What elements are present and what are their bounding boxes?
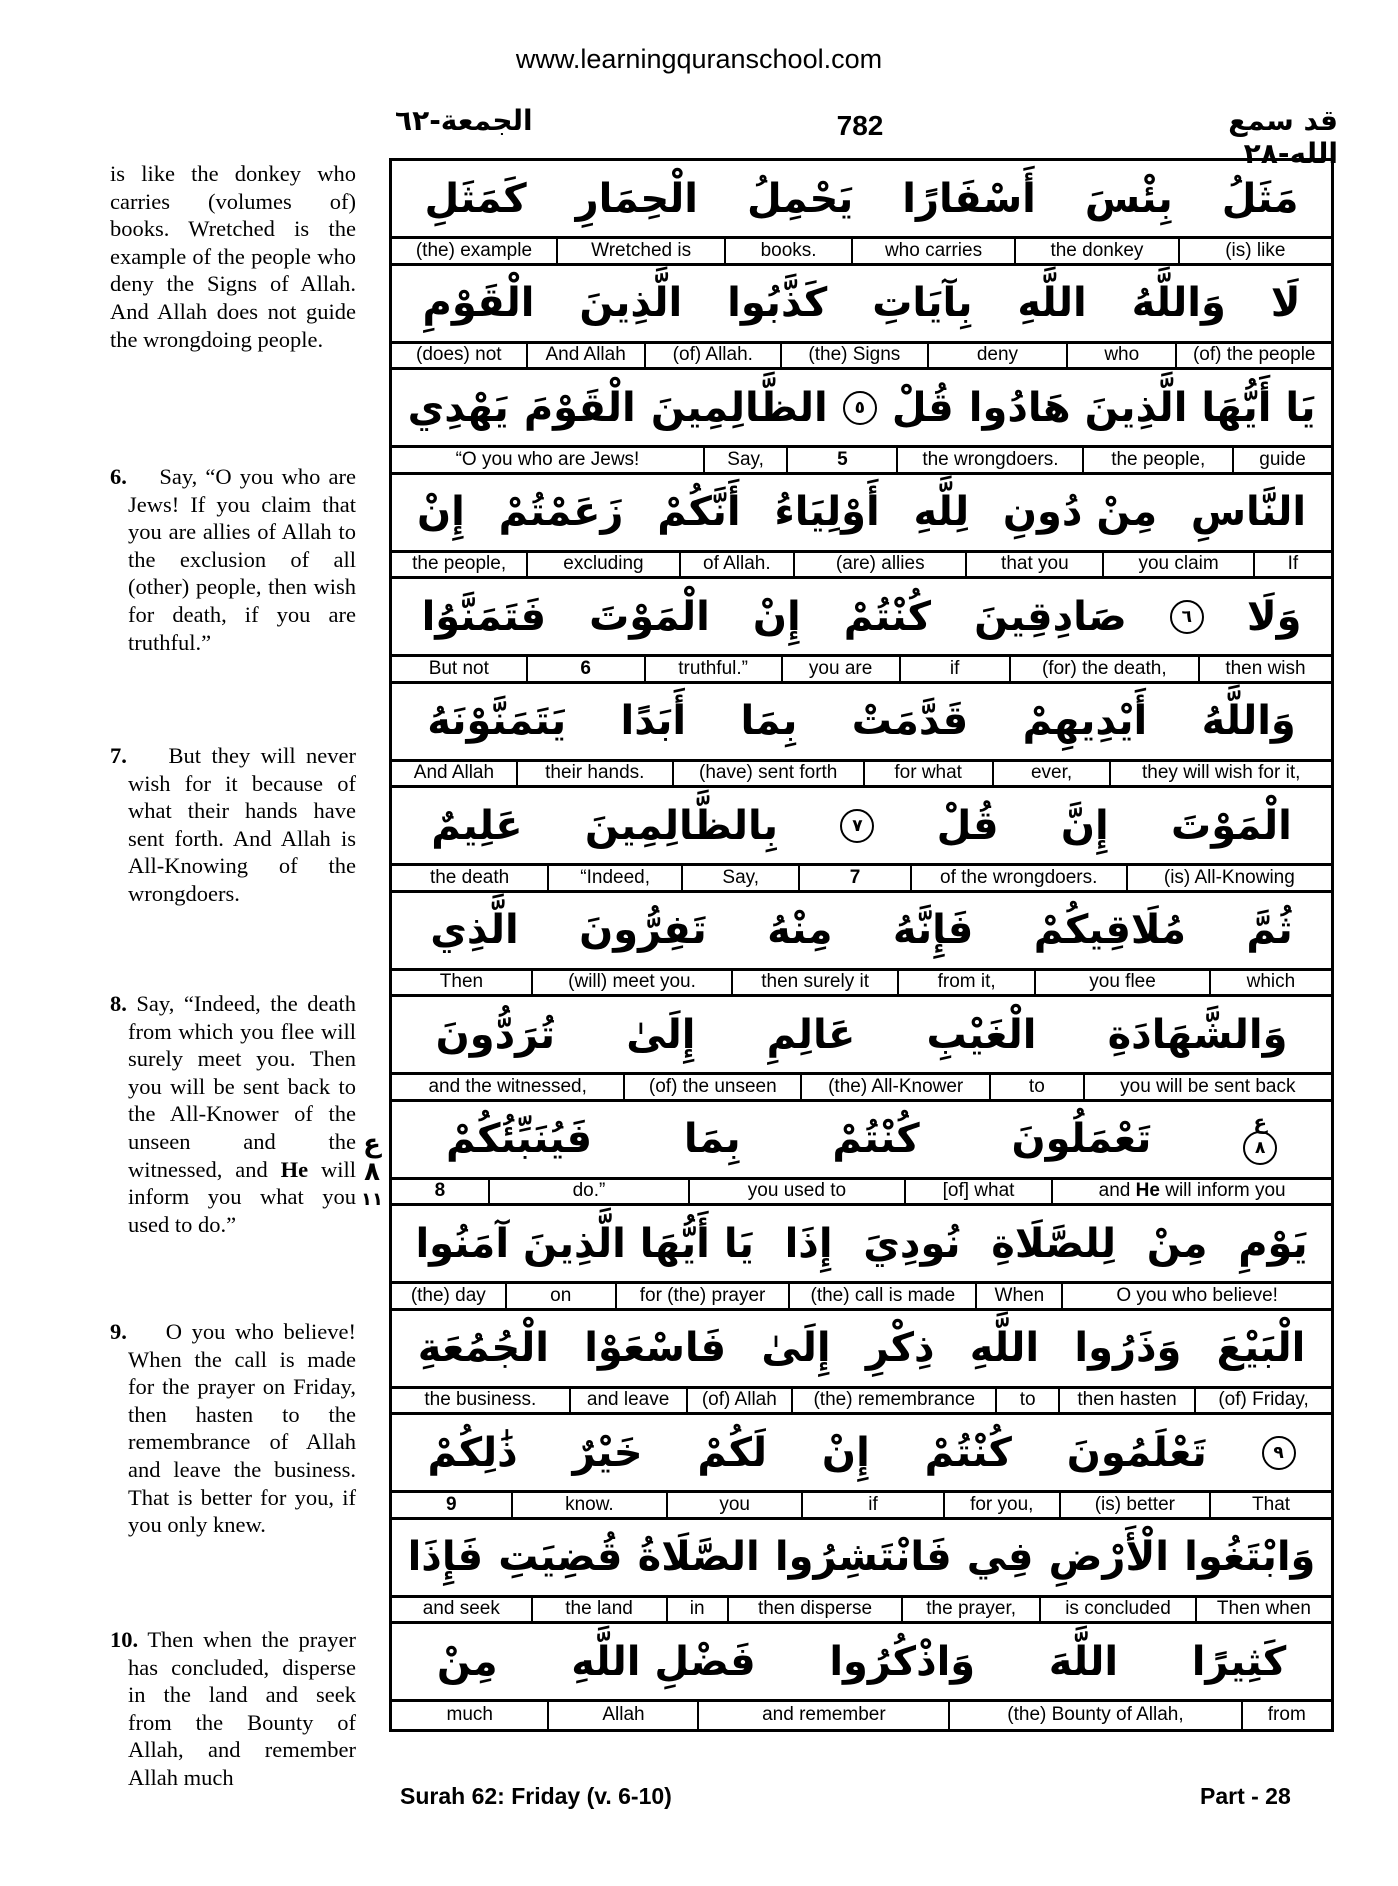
arabic-word: كُنْتُمْ — [843, 593, 932, 640]
arabic-word: الْأَرْضِ — [1048, 1534, 1169, 1580]
translation-cell: excluding — [526, 553, 678, 577]
arabic-word: إِذَا — [784, 1220, 833, 1267]
arabic-word: الْغَيْبِ — [926, 1011, 1037, 1058]
translation-row — [392, 866, 1331, 893]
verse-number-cell: 7 — [798, 866, 909, 890]
arabic-row — [392, 788, 1331, 866]
translation-cell: to — [995, 1389, 1058, 1413]
commentary-text: will inform you what you used to do.” — [128, 1156, 356, 1237]
translation-cell: O you who believe! — [1061, 1284, 1331, 1308]
arabic-word: فَاسْعَوْا — [584, 1325, 727, 1371]
verse-number: 9. — [110, 1319, 127, 1344]
arabic-word: تُرَدُّونَ — [435, 1011, 556, 1058]
translation-cell: and the witnessed, — [428, 1075, 587, 1097]
translation-cell: you are — [781, 657, 899, 681]
arabic-word: الَّذِينَ — [579, 280, 683, 326]
verse-number-cell: 6 — [526, 657, 644, 681]
commentary-text: O you who believe! When the call is made for the prayer on Friday, then hasten to the remembrance of Allah and leave the business. That is better for you, if you only knew. — [128, 1319, 356, 1538]
ruku-marker — [355, 1130, 389, 1220]
arabic-word: لَا — [1270, 280, 1301, 326]
arabic-word: فَإِذَا — [407, 1534, 484, 1580]
arabic-word: لِلَّهِ — [913, 489, 970, 535]
translation-cell: (have) sent forth — [672, 762, 863, 786]
translation-row — [392, 344, 1331, 371]
commentary-verse-10 — [110, 1626, 356, 1792]
translation-cell: (of) Allah. — [644, 344, 780, 368]
arabic-word: الْحِمَارِ — [575, 175, 698, 222]
commentary-bold-word: He — [280, 1156, 309, 1182]
arabic-word: الْقَوْمَ — [523, 384, 636, 431]
translation-cell: then disperse — [727, 1598, 901, 1622]
arabic-word: لِلصَّلَاةِ — [991, 1220, 1117, 1267]
ruku-ain: ع — [363, 1129, 381, 1159]
translation-cell: much — [446, 1704, 493, 1726]
translation-cell: if — [899, 657, 1009, 681]
verse-end-marker — [843, 391, 877, 425]
verse-number-cell: 5 — [786, 448, 896, 472]
translation-cell: (of) the people — [1175, 344, 1331, 368]
translation-cell: the death — [429, 866, 510, 888]
arabic-word: إِلَىٰ — [761, 1325, 831, 1371]
arabic-row — [392, 997, 1331, 1075]
arabic-word: بِآيَاتِ — [872, 280, 973, 326]
arabic-word: الْبَيْعَ — [1216, 1325, 1306, 1371]
translation-cell: the land — [531, 1598, 666, 1622]
commentary-continuation — [110, 160, 356, 353]
translation-cell: you flee — [1034, 971, 1209, 995]
translation-cell: (the) call is made — [788, 1284, 975, 1308]
arabic-row — [392, 370, 1331, 448]
translation-cell: (does) not — [416, 344, 502, 366]
surah-name-arabic: الجمعة-٦٢ — [395, 104, 533, 137]
verse-number: 10. — [110, 1627, 139, 1652]
verse-end-marker — [1170, 600, 1204, 634]
arabic-word: فِي — [966, 1534, 1034, 1580]
verse-number: 8. — [110, 991, 127, 1016]
verse-end-marker — [840, 809, 874, 843]
translation-cell: the donkey — [1014, 239, 1177, 263]
arabic-word: مِنْ دُونِ — [1002, 489, 1158, 535]
ruku-ain: ع — [1253, 1110, 1267, 1134]
translation-row — [392, 1075, 1331, 1102]
arabic-word: بِمَا — [683, 1116, 741, 1162]
arabic-word: وَذَرُوا — [1074, 1325, 1182, 1371]
arabic-word: الْقَوْمِ — [422, 280, 535, 326]
arabic-word: لَكُمْ — [697, 1429, 768, 1476]
arabic-word: وَابْتَغُوا — [1184, 1534, 1316, 1580]
arabic-word: قُضِيَتِ — [498, 1534, 623, 1580]
arabic-word: وَاللَّهُ — [1131, 280, 1226, 326]
translation-row — [392, 657, 1331, 684]
translation-cell: of Allah. — [679, 553, 793, 577]
translation-row — [392, 448, 1331, 475]
translation-cell: But not — [428, 657, 489, 679]
arabic-word: مُلَاقِيكُمْ — [1033, 907, 1187, 953]
arabic-word: أَوْلِيَاءُ — [774, 489, 880, 535]
translation-cell: (are) allies — [793, 553, 965, 577]
translation-cell: to — [989, 1075, 1083, 1099]
translation-cell: you — [666, 1493, 801, 1517]
arabic-word: يَحْمِلُ — [746, 175, 854, 222]
translation-row — [392, 553, 1331, 580]
translation-row — [392, 1389, 1331, 1416]
arabic-word: زَعَمْتُمْ — [498, 489, 624, 535]
translation-cell: and remember — [697, 1702, 948, 1729]
translation-cell: then surely it — [731, 971, 897, 995]
arabic-row — [392, 684, 1331, 762]
arabic-word: ذِكْرِ — [865, 1325, 935, 1371]
arabic-word: مَثَلُ — [1221, 175, 1299, 222]
translation-cell: for what — [863, 762, 992, 786]
translation-cell: That — [1209, 1493, 1331, 1517]
arabic-row — [392, 1102, 1331, 1180]
arabic-word: يَهْدِي — [407, 384, 509, 431]
translation-cell: then wish — [1198, 657, 1331, 681]
translation-cell: (the) All-Knower — [800, 1075, 989, 1099]
translation-cell: (is) like — [1178, 239, 1331, 263]
translation-cell: (the) remembrance — [791, 1389, 995, 1413]
translation-row — [392, 1180, 1331, 1207]
footer-surah-info: Surah 62: Friday (v. 6-10) — [400, 1783, 672, 1809]
arabic-word: إِلَىٰ — [626, 1011, 696, 1058]
translation-cell: which — [1209, 971, 1331, 995]
translation-cell: they will wish for it, — [1109, 762, 1331, 786]
translation-cell: (of) Friday, — [1194, 1389, 1331, 1413]
translation-bold-word: He — [1135, 1180, 1160, 1202]
verse-number-circle: ٨ — [1243, 1131, 1277, 1165]
arabic-word: أَسْفَارًا — [902, 175, 1036, 222]
arabic-word: بِئْسَ — [1084, 175, 1173, 222]
arabic-row — [392, 1206, 1331, 1284]
translation-cell: Then — [439, 971, 484, 993]
translation-cell: (of) Allah — [686, 1389, 792, 1413]
arabic-word: وَاذْكُرُوا — [829, 1638, 976, 1685]
translation-cell: the business. — [424, 1389, 537, 1411]
translation-row — [392, 1493, 1331, 1520]
translation-cell: who carries — [851, 239, 1014, 263]
arabic-word: تَفِرُّونَ — [579, 907, 707, 953]
translation-cell: you will be sent back — [1083, 1075, 1331, 1099]
translation-cell: truthful.” — [644, 657, 781, 681]
translation-text: and — [1098, 1180, 1136, 1202]
commentary-text: Then when the prayer has concluded, disperse in the land and seek from the Bounty of Allah, and remember Allah much — [128, 1627, 356, 1790]
arabic-word: صَادِقِينَ — [974, 593, 1127, 640]
verse-number-circle: ٦ — [1170, 600, 1204, 634]
arabic-word: النَّاسِ — [1190, 489, 1307, 535]
verse-end-marker — [1262, 1436, 1296, 1470]
ruku-number: ٨ — [364, 1157, 380, 1187]
commentary-verse-6 — [110, 463, 356, 656]
commentary-text: Say, “O you who are Jews! If you claim that you are allies of Allah to the exclusion of all (other) people, then wish for death, if you are truthful.” — [128, 464, 356, 655]
translation-cell: in — [666, 1598, 727, 1622]
arabic-word: أَيْدِيهِمْ — [1022, 698, 1148, 744]
verse-number-cell: 8 — [434, 1180, 446, 1202]
arabic-word: يَا أَيُّهَا الَّذِينَ هَادُوا — [968, 384, 1316, 431]
arabic-word: اللَّهِ — [1017, 280, 1087, 326]
arabic-word: بِمَا — [740, 698, 798, 744]
arabic-word: الصَّلَاةُ — [637, 1534, 760, 1580]
arabic-word: وَلَا — [1246, 593, 1302, 640]
arabic-word: عَالِمِ — [766, 1011, 856, 1058]
verse-number-cell: 9 — [446, 1493, 457, 1515]
translation-row — [392, 1598, 1331, 1625]
translation-cell: (is) All-Knowing — [1126, 866, 1331, 890]
translation-cell: do.” — [488, 1180, 688, 1204]
arabic-word: ثُمَّ — [1246, 907, 1293, 953]
translation-cell: their hands. — [516, 762, 672, 786]
translation-row — [392, 1702, 1331, 1729]
arabic-word: كُنْتُمْ — [832, 1116, 920, 1162]
arabic-row — [392, 266, 1331, 344]
translation-cell: the people, — [1082, 448, 1232, 472]
translation-cell: the people, — [412, 553, 507, 575]
arabic-word: الْجُمُعَةِ — [417, 1325, 549, 1371]
arabic-word: خَيْرٌ — [572, 1429, 643, 1476]
arabic-word: يَتَمَنَّوْنَهُ — [427, 698, 567, 744]
translation-cell: (will) meet you. — [531, 971, 731, 995]
arabic-word: يَا أَيُّهَا الَّذِينَ آمَنُوا — [415, 1220, 754, 1267]
arabic-word: تَعْمَلُونَ — [1011, 1116, 1152, 1162]
translation-cell: you claim — [1102, 553, 1253, 577]
translation-cell: Then when — [1195, 1598, 1331, 1622]
arabic-word: فَتَمَنَّوُا — [421, 593, 547, 640]
translation-cell: guide — [1232, 448, 1331, 472]
arabic-word: ذَٰلِكُمْ — [427, 1429, 518, 1476]
arabic-row — [392, 161, 1331, 239]
translation-cell: and seek — [422, 1598, 500, 1620]
commentary-text: But they will never wish for it because of what their hands have sent forth. And Allah is All-Knowing of the wrongdoers. — [128, 743, 357, 906]
verse-number-circle: ٧ — [840, 809, 874, 843]
translation-cell: deny — [927, 344, 1066, 368]
translation-cell: [of] what — [904, 1180, 1051, 1204]
juz-name-arabic: قد سمع الله-٢٨ — [1228, 104, 1338, 170]
translation-cell: the wrongdoers. — [896, 448, 1082, 472]
translation-cell: When — [975, 1284, 1061, 1308]
arabic-row — [392, 1311, 1331, 1389]
translation-cell: of the wrongdoers. — [910, 866, 1126, 890]
translation-cell: (for) the death, — [1009, 657, 1198, 681]
verse-number-circle: ٩ — [1262, 1436, 1296, 1470]
arabic-word: اللَّهِ — [969, 1325, 1040, 1371]
translation-cell: (the) Signs — [780, 344, 927, 368]
translation-cell: ever, — [992, 762, 1110, 786]
arabic-word: مِنْ — [436, 1638, 498, 1685]
translation-cell: from it, — [897, 971, 1034, 995]
translation-cell: is concluded — [1039, 1598, 1195, 1622]
translation-cell: (the) example — [415, 239, 533, 261]
translation-cell: Say, — [703, 448, 786, 472]
translation-row — [392, 1284, 1331, 1311]
arabic-word: قُلْ — [936, 802, 999, 849]
page-number: 782 — [836, 110, 884, 141]
arabic-word: فَضْلِ اللَّهِ — [571, 1638, 756, 1685]
arabic-word: الْمَوْتَ — [589, 593, 710, 640]
arabic-word: إِنْ — [821, 1429, 870, 1476]
verse-number: 7. — [110, 743, 127, 768]
arabic-word: الْمَوْتَ — [1171, 802, 1292, 849]
translation-cell: And Allah — [413, 762, 495, 784]
translation-cell: “O you who are Jews! — [455, 448, 640, 470]
arabic-word: وَالشَّهَادَةِ — [1107, 1011, 1288, 1058]
commentary-text: Say, “Indeed, the death from which you flee will surely meet you. Then you will be sent back to the All-Knower of the unseen and the witnessed, and — [128, 991, 356, 1182]
translation-cell: for (the) prayer — [615, 1284, 788, 1308]
verse-number-circle: ٥ — [843, 391, 877, 425]
translation-cell: (the) day — [410, 1284, 486, 1306]
arabic-word: تَعْلَمُونَ — [1066, 1429, 1207, 1476]
translation-cell: If — [1253, 553, 1331, 577]
verse-number: 6. — [110, 464, 127, 489]
website-url: www.learningquranschool.com — [515, 44, 883, 74]
arabic-word: الظَّالِمِينَ — [650, 384, 828, 431]
verse-end-marker — [1243, 1110, 1277, 1165]
arabic-row — [392, 1415, 1331, 1493]
footer-part-info: Part - 28 — [1200, 1783, 1291, 1809]
arabic-word: قُلْ — [891, 384, 954, 431]
word-by-word-table — [389, 158, 1334, 1732]
translation-cell: Allah — [547, 1702, 697, 1729]
translation-cell: (of) the unseen — [623, 1075, 800, 1099]
arabic-word: اللَّهَ — [1048, 1638, 1119, 1685]
translation-row — [392, 971, 1331, 998]
arabic-row — [392, 1624, 1331, 1702]
arabic-word: كَمَثَلِ — [424, 175, 527, 222]
arabic-word: فَيُنَبِّئُكُمْ — [445, 1116, 593, 1162]
translation-cell: Say, — [681, 866, 798, 890]
translation-cell: and leave — [569, 1389, 686, 1413]
translation-cell: books. — [724, 239, 851, 263]
translation-cell: Wretched is — [556, 239, 724, 263]
arabic-word: وَاللَّهُ — [1201, 698, 1296, 744]
arabic-word: كَذَّبُوا — [727, 280, 828, 326]
arabic-word: قَدَّمَتْ — [851, 698, 969, 744]
translation-cell: that you — [965, 553, 1102, 577]
translation-cell: from — [1241, 1702, 1331, 1729]
translation-cell: for you, — [943, 1493, 1059, 1517]
arabic-word: عَلِيمٌ — [431, 802, 523, 849]
translation-cell: And Allah — [526, 344, 644, 368]
arabic-word: يَوْمِ — [1238, 1220, 1308, 1267]
translation-cell: (is) better — [1059, 1493, 1210, 1517]
arabic-row — [392, 1520, 1331, 1598]
translation-cell: on — [505, 1284, 615, 1308]
arabic-word: إِنْ — [752, 593, 801, 640]
commentary-verse-9 — [110, 1318, 356, 1539]
arabic-word: مِنْ — [1146, 1220, 1208, 1267]
arabic-word: إِنَّ — [1060, 802, 1109, 849]
arabic-word: الَّذِي — [430, 907, 519, 953]
arabic-word: فَانْتَشِرُوا — [774, 1534, 952, 1580]
commentary-verse-7 — [110, 742, 356, 908]
arabic-word: كُنْتُمْ — [924, 1429, 1012, 1476]
translation-cell: (the) Bounty of Allah, — [948, 1702, 1240, 1729]
arabic-word: بِالظَّالِمِينَ — [584, 802, 779, 849]
arabic-word: أَنَّكُمْ — [657, 489, 741, 535]
arabic-word: فَإِنَّهُ — [892, 907, 974, 953]
translation-row — [392, 762, 1331, 789]
arabic-word: إِنْ — [416, 489, 465, 535]
arabic-row — [392, 893, 1331, 971]
commentary-text: is like the donkey who carries (volumes of) books. Wretched is the example of the people who deny the Signs of Allah. And Allah does not guide the wrongdoing people. — [110, 161, 356, 352]
ruku-count: ١١ — [361, 1189, 383, 1210]
translation-cell: you used to — [688, 1180, 904, 1204]
translation-cell: who — [1066, 344, 1175, 368]
translation-cell: if — [801, 1493, 943, 1517]
arabic-row — [392, 475, 1331, 553]
arabic-word: نُودِيَ — [863, 1220, 961, 1267]
translation-text: will inform you — [1159, 1180, 1286, 1202]
arabic-row — [392, 579, 1331, 657]
arabic-word: مِنْهُ — [767, 907, 833, 953]
translation-cell — [1051, 1180, 1331, 1204]
translation-cell: then hasten — [1058, 1389, 1194, 1413]
arabic-word: كَثِيرًا — [1191, 1638, 1287, 1685]
translation-cell: “Indeed, — [547, 866, 681, 890]
translation-row — [392, 239, 1331, 266]
commentary-verse-8 — [110, 990, 356, 1238]
arabic-word: أَبَدًا — [620, 698, 687, 744]
translation-cell: the prayer, — [901, 1598, 1039, 1622]
translation-cell: know. — [511, 1493, 667, 1517]
